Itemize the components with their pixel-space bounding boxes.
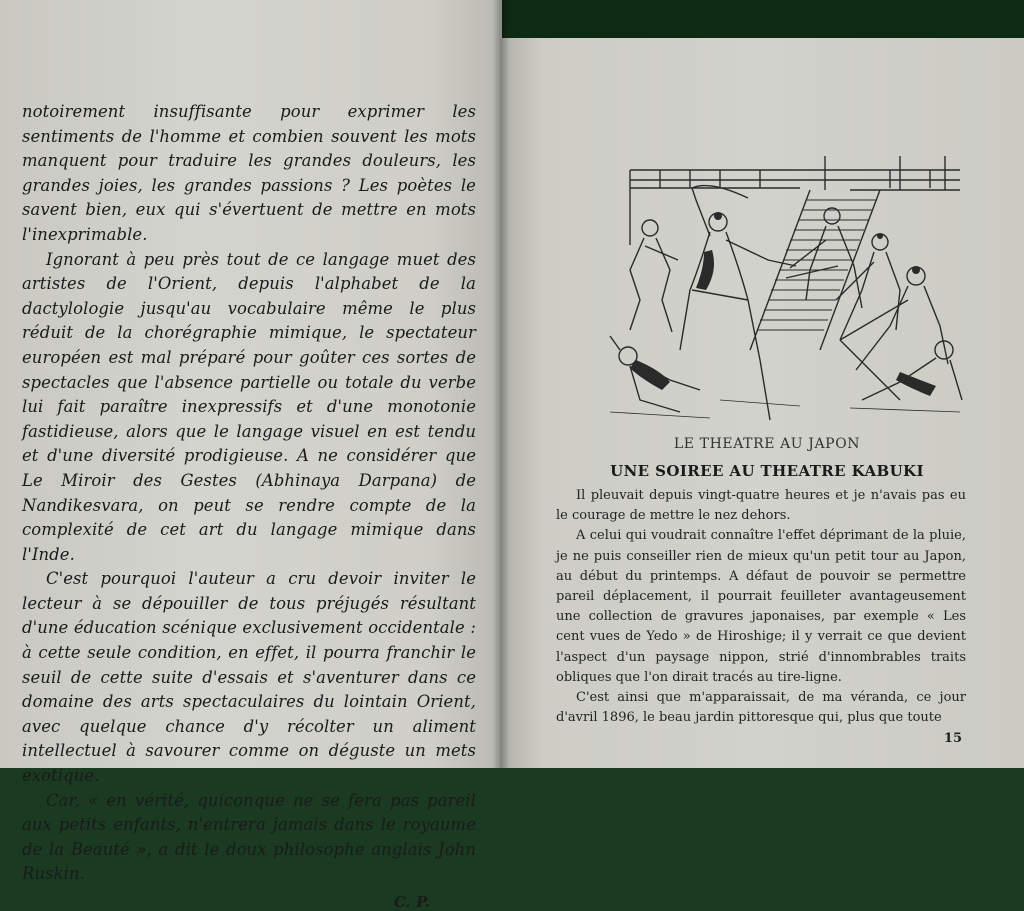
right-paragraph-3: C'est ainsi que m'apparaissait, de ma véranda, ce jour d'avril 1896, le beau jardin pittoresque qui, plus que toute: [556, 690, 966, 726]
left-paragraph-2: Ignorant à peu près tout de ce langage muet des artistes de l'Orient, depuis l'alphabet de la dactylologie jusqu'au vocabulaire même le plus réduit de la chorégraphie mimique, le spectateur européen est mal préparé pour goûter ces sortes de spectacles que l'absence partielle ou totale du verbe lui fait paraître inexpressifs et d'une monotonie fastidieuse, alors que le langage visuel en est tendu et d'une diversité prodigieuse. A ne considérer que Le Miroir des Gestes (Abhinaya Darpana) de Nandikesvara, on peut se rendre compte de la complexité de cet art du langage mimique dans l'Inde.: [22, 249, 476, 564]
left-page-text: [22, 100, 476, 887]
right-page-text: [556, 486, 966, 728]
page-number: 15: [943, 731, 962, 746]
right-page: [500, 38, 1024, 768]
kabuki-fight-illustration: [600, 150, 970, 428]
left-paragraph-3: C'est pourquoi l'auteur a cru devoir inviter le lecteur à se dépouiller de tous préjugés résultant d'une éducation scénique exclusivement occidentale : à cette seule condition, en effet, il pourra franchir le seuil de cette suite d'essais et s'aventurer dans ce domaine des arts spectaculaires du lointain Orient, avec quelque chance d'y récolter un aliment intellectuel à savourer comme on déguste un mets exotique.: [22, 569, 476, 786]
right-paragraph-2: A celui qui voudrait connaître l'effet déprimant de la pluie, je ne puis conseiller rien de mieux qu'un petit tour au Japon, au début du printemps. A défaut de pouvoir se permettre pareil déplacement, il pourrait feuilleter avantageusement une collection de gravures japonaises, par exemple « Les cent vues de Yedo » de Hiroshige; il y verrait ce que devient l'aspect d'un paysage nippon, strié d'innombrables traits obliques que l'on dirait tracés au tire-ligne.: [556, 528, 966, 685]
section-title: LE THEATRE AU JAPON: [673, 436, 861, 452]
chapter-title: UNE SOIREE AU THEATRE KABUKI: [610, 462, 924, 480]
left-page: [0, 0, 502, 911]
book-gutter: [492, 0, 510, 768]
left-paragraph-4: Car, « en vérité, quiconque ne se fera pas pareil aux petits enfants, n'entrera jamais dans le royaume de la Beauté », a dit le doux philosophe anglais John Ruskin.: [22, 790, 476, 884]
left-paragraph-1: notoirement insuffisante pour exprimer les sentiments de l'homme et combien souvent les mots manquent pour traduire les grandes douleurs, les grandes joies, les grandes passions ? Les poètes le savent bien, eux qui s'évertuent de mettre en mots l'inexprimable.: [22, 102, 476, 244]
signature: C. P.: [393, 893, 430, 911]
right-paragraph-1: Il pleuvait depuis vingt-quatre heures et je n'avais pas eu le courage de mettre le nez dehors.: [556, 488, 966, 524]
